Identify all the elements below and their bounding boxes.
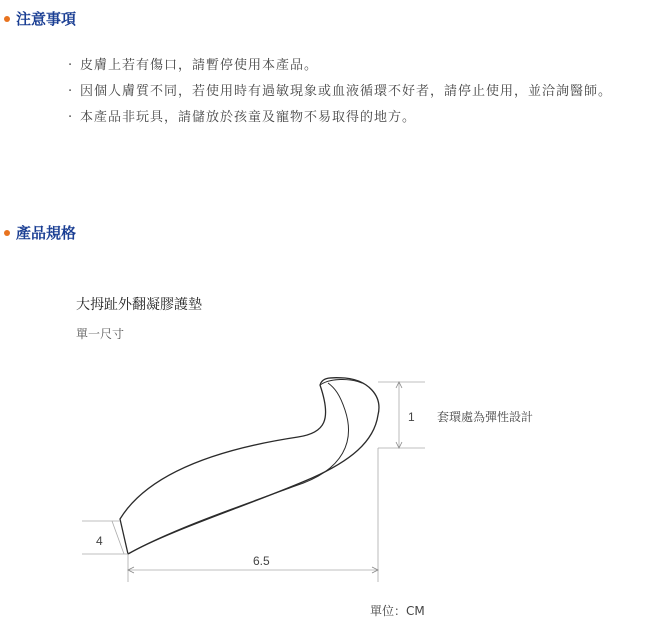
orange-bullet-icon: [4, 230, 10, 236]
product-name: 大拇趾外翻凝膠護墊: [76, 297, 202, 313]
notice-title: 注意事項: [16, 10, 77, 28]
thickness-value: 4: [96, 534, 103, 548]
product-dimension-diagram: [0, 360, 672, 600]
length-value: 6.5: [253, 554, 270, 568]
notice-item-2: · 因個人膚質不同，若使用時有過敏現象或血液循環不好者，請停止使用，並洽詢醫師。: [68, 82, 628, 101]
gel-pad-inner-line: [128, 383, 348, 554]
size-type: 單一尺寸: [76, 327, 125, 341]
orange-bullet-icon: [4, 16, 10, 22]
notice-list: [68, 56, 628, 134]
gel-pad-outline: [120, 378, 379, 554]
height-loop-value: 1: [408, 410, 415, 424]
notice-item-3: · 本產品非玩具，請儲放於孩童及寵物不易取得的地方。: [68, 108, 628, 127]
notice-item-1: · 皮膚上若有傷口，請暫停使用本產品。: [68, 56, 628, 75]
specs-heading: [4, 222, 76, 243]
unit-label: 單位：CM: [370, 604, 425, 618]
notice-heading: [4, 8, 76, 29]
specs-title: 產品規格: [16, 224, 77, 242]
height-loop-note: 套環處為彈性設計: [437, 410, 534, 424]
